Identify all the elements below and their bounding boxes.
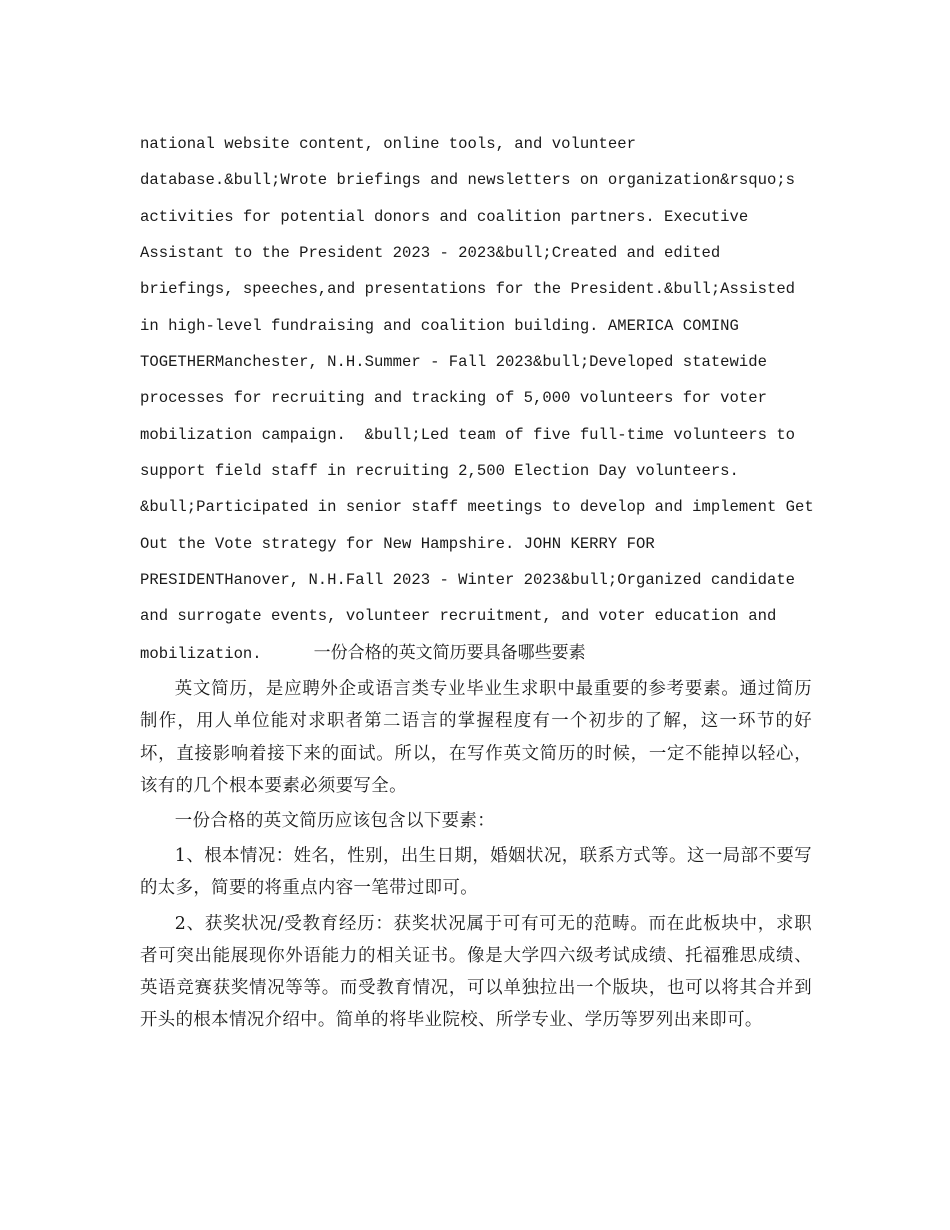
text-line: mobilization campaign. &bull;Led team of five full-time volunteers to <box>140 425 796 444</box>
text-line: PRESIDENTHanover, N.H.Fall 2023 - Winter 2023&bull;Organized candidate <box>140 571 796 590</box>
text-line: national website content, online tools, and volunteer <box>140 135 636 153</box>
text-line: TOGETHERManchester, N.H.Summer - Fall 2023&bull;Developed statewide <box>140 353 767 372</box>
text-line-with-heading <box>140 635 812 672</box>
text-line: processes for recruiting and tracking of 5,000 volunteers for voter <box>140 389 767 408</box>
text-line: database.&bull;Wrote briefings and newsletters on organization&rsquo;s <box>140 171 796 190</box>
text-line: and surrogate events, volunteer recruitment, and voter education and <box>140 607 777 626</box>
chinese-article <box>140 673 812 1036</box>
text-line-end: mobilization. <box>140 644 262 663</box>
text-line: &bull;Participated in senior staff meetings to develop and implement Get <box>140 498 814 517</box>
text-line: Assistant to the President 2023 - 2023&bull;Created and edited <box>140 244 721 263</box>
paragraph-awards-education: 2、获奖状况/受教育经历：获奖状况属于可有可无的范畴。而在此板块中，求职者可突出能展现你外语能力的相关证书。像是大学四六级考试成绩、托福雅思成绩、英语竞赛获奖情况等等。而受教育情况，可以单独拉出一个版块，也可以将其合并到开头的根本情况介绍中。简单的将毕业院校、所学专业、学历等罗列出来即可。 <box>140 913 812 1031</box>
text-line: support field staff in recruiting 2,500 Election Day volunteers. <box>140 462 739 481</box>
paragraph-basic-info: 1、根本情况：姓名，性别，出生日期，婚姻状况，联系方式等。这一局部不要写的太多，简要的将重点内容一笔带过即可。 <box>140 846 812 899</box>
english-resume-excerpt <box>140 126 812 672</box>
text-line: activities for potential donors and coalition partners. Executive <box>140 207 749 226</box>
text-line: in high-level fundraising and coalition building. AMERICA COMING <box>140 316 739 335</box>
paragraph-elements-lead: 一份合格的英文简历应该包含以下要素： <box>174 810 496 831</box>
document-body <box>140 126 812 1039</box>
section-heading: 一份合格的英文简历要具备哪些要素 <box>313 642 586 663</box>
text-line: briefings, speeches,and presentations for the President.&bull;Assisted <box>140 280 796 299</box>
paragraph-intro: 英文简历，是应聘外企或语言类专业毕业生求职中最重要的参考要素。通过简历制作，用人单位能对求职者第二语言的掌握程度有一个初步的了解，这一环节的好坏，直接影响着接下来的面试。所以，在写作英文简历的时候，一定不能掉以轻心，该有的几个根本要素必须要写全。 <box>140 679 812 796</box>
text-line: Out the Vote strategy for New Hampshire. JOHN KERRY FOR <box>140 534 655 553</box>
